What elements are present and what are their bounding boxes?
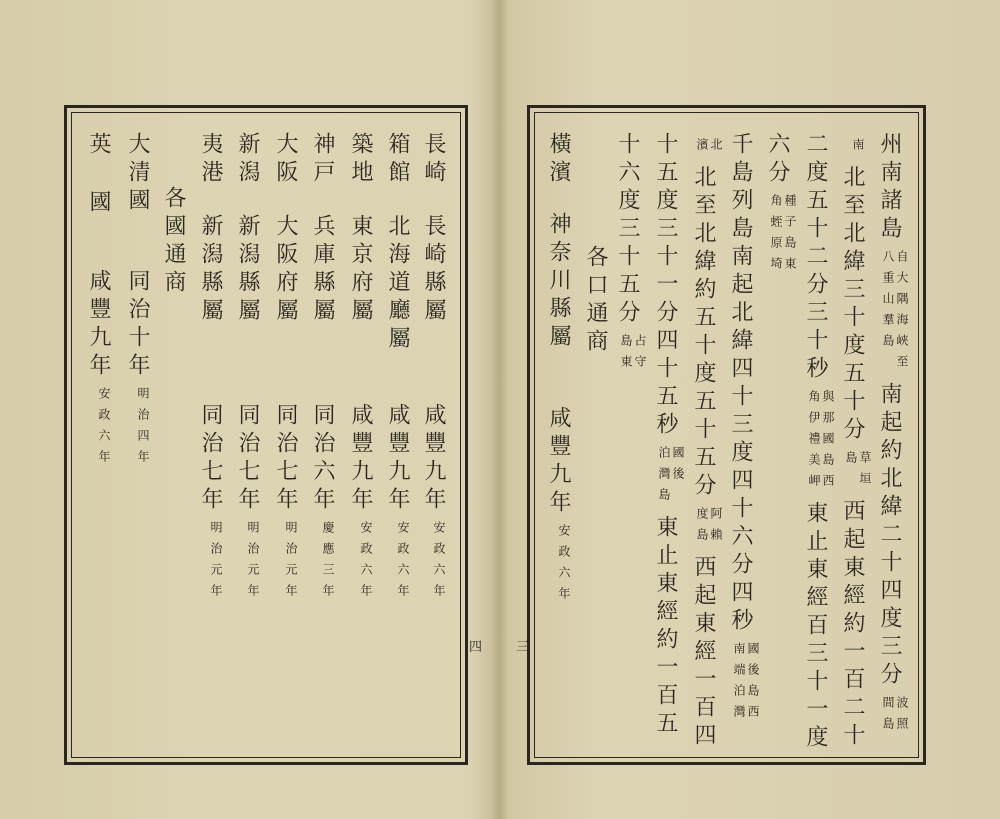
- main-text: 東京府屬: [348, 214, 373, 326]
- text-column: [581, 245, 609, 357]
- annotation-line: 明治元年: [284, 521, 298, 605]
- main-text: 南起約北緯二十四度三分: [877, 382, 902, 690]
- main-text: 同治七年: [198, 403, 223, 515]
- main-text: 新潟縣屬: [235, 214, 260, 326]
- text-column: [233, 214, 261, 326]
- main-text: 各國通商: [161, 186, 186, 298]
- text-column: [651, 132, 685, 739]
- text-column: [383, 403, 411, 611]
- main-text: 西起東經一百四: [691, 555, 716, 751]
- annotation-note: [881, 250, 909, 376]
- text-column: [123, 132, 151, 216]
- text-column: [196, 214, 224, 326]
- main-text: 咸豐九年: [348, 403, 373, 515]
- main-text: 神戸: [310, 132, 335, 188]
- text-column: [271, 403, 299, 611]
- main-text: 咸豐九年: [546, 406, 571, 518]
- annotation-note: [881, 696, 909, 738]
- text-column: [383, 132, 411, 188]
- annotation-line: 泊灣島: [657, 446, 671, 509]
- text-column: [308, 214, 336, 326]
- annotation-line: 北: [709, 138, 723, 159]
- annotation-note: [209, 521, 223, 605]
- text-column: [308, 132, 336, 188]
- text-column: [613, 132, 647, 382]
- annotation-note: [769, 194, 797, 278]
- annotation-line: 明治元年: [209, 521, 223, 605]
- annotation-line: 安政六年: [557, 524, 571, 608]
- text-column: [271, 214, 299, 326]
- main-text: 新潟: [235, 132, 260, 188]
- text-column: [383, 214, 411, 354]
- main-text: 東止東經百三十一度: [803, 501, 828, 753]
- text-column: [123, 269, 151, 477]
- main-text: 北海道廳屬: [385, 214, 410, 354]
- main-text: 神奈川縣屬: [546, 212, 571, 352]
- main-text: 同治六年: [310, 403, 335, 515]
- annotation-line: 安政六年: [97, 387, 111, 471]
- annotation-line: 安政六年: [432, 521, 446, 605]
- text-column: [419, 403, 447, 611]
- annotation-note: [246, 521, 260, 605]
- text-column: [233, 403, 261, 611]
- main-text: 同治七年: [235, 403, 260, 515]
- annotation-note: [557, 524, 571, 608]
- annotation-note: [619, 334, 647, 376]
- annotation-line: 角蛭原埼: [769, 194, 783, 278]
- annotation-line: 明治元年: [246, 521, 260, 605]
- main-text: 西起東經約一百二十: [840, 499, 865, 751]
- main-text: 各口通商: [583, 245, 608, 357]
- text-column: [346, 214, 374, 326]
- annotation-note: [695, 507, 723, 549]
- annotation-line: 間島: [881, 696, 895, 738]
- annotation-note: [359, 521, 373, 605]
- main-text: 長崎: [421, 132, 446, 188]
- text-column: [689, 132, 723, 751]
- annotation-line: 自大隅海峽至: [895, 250, 909, 376]
- text-column: [84, 269, 112, 477]
- left-page-number: 四: [469, 640, 483, 655]
- annotation-line: 安政六年: [359, 521, 373, 605]
- annotation-note: [396, 521, 410, 605]
- main-text: 六分: [765, 132, 790, 188]
- book-spine: [492, 0, 508, 819]
- main-text: 國: [86, 190, 111, 218]
- main-text: 北至北緯約五十度五十五分: [691, 165, 716, 501]
- main-text: 咸豐九年: [421, 403, 446, 515]
- annotation-note: [657, 446, 685, 509]
- main-text: 長崎縣屬: [421, 214, 446, 326]
- main-text: 英: [86, 132, 111, 160]
- text-column: [271, 132, 299, 188]
- main-text: 北至北緯三十度五十分: [840, 165, 865, 445]
- annotation-note: [695, 138, 723, 159]
- annotation-note: [321, 521, 335, 605]
- text-column: [726, 132, 760, 732]
- text-column: [838, 132, 872, 751]
- annotation-line: 波照: [895, 696, 909, 738]
- annotation-line: 八重山羣島: [881, 250, 895, 355]
- main-text: 十六度三十五分: [615, 132, 640, 328]
- annotation-line: 國後島西: [746, 642, 760, 726]
- main-text: 咸豐九年: [86, 269, 111, 381]
- text-column: [801, 132, 835, 753]
- annotation-line: 島東: [619, 334, 633, 376]
- annotation-note: [432, 521, 446, 605]
- main-text: 箱館: [385, 132, 410, 188]
- annotation-note: [284, 521, 298, 605]
- main-text: 咸豐九年: [385, 403, 410, 515]
- annotation-line: 安政六年: [396, 521, 410, 605]
- annotation-note: [851, 138, 865, 159]
- annotation-line: 度島: [695, 507, 709, 549]
- annotation-line: 角伊禮美岬: [807, 390, 821, 495]
- annotation-line: 種子島東: [783, 194, 797, 278]
- text-column: [419, 132, 447, 188]
- text-column: [875, 132, 909, 744]
- annotation-note: [732, 642, 760, 726]
- main-text: 州南諸島: [877, 132, 902, 244]
- main-text: 夷港: [198, 132, 223, 188]
- annotation-line: 島: [844, 451, 858, 472]
- main-text: 二度五十二分三十秒: [803, 132, 828, 384]
- main-text: 新潟縣屬: [198, 214, 223, 326]
- text-column: [84, 190, 112, 218]
- main-text: 十五度三十一分四十五秒: [653, 132, 678, 440]
- annotation-line: 與那國島西: [821, 390, 835, 495]
- text-column: [544, 132, 572, 188]
- main-text: 築地: [348, 132, 373, 188]
- main-text: 同治十年: [125, 269, 150, 381]
- text-column: [544, 212, 572, 352]
- text-column: [233, 132, 261, 188]
- text-column: [308, 403, 336, 611]
- text-column: [84, 132, 112, 160]
- annotation-line: 慶應三年: [321, 521, 335, 605]
- annotation-note: [844, 451, 872, 493]
- text-column: [544, 406, 572, 614]
- main-text: 橫濱: [546, 132, 571, 188]
- main-text: 大阪: [273, 132, 298, 188]
- annotation-line: 阿賴: [709, 507, 723, 549]
- text-column: [159, 186, 187, 298]
- annotation-line: 國後: [671, 446, 685, 488]
- annotation-line: 明治四年: [136, 387, 150, 471]
- annotation-note: [136, 387, 150, 471]
- text-column: [196, 403, 224, 611]
- text-column: [196, 132, 224, 188]
- text-column: [763, 132, 797, 284]
- text-column: [419, 214, 447, 326]
- annotation-note: [807, 390, 835, 495]
- annotation-line: 占守: [633, 334, 647, 376]
- main-text: 同治七年: [273, 403, 298, 515]
- main-text: 東止東經約一百五: [653, 515, 678, 739]
- annotation-line: 草垣: [858, 451, 872, 493]
- text-column: [346, 403, 374, 611]
- annotation-note: [97, 387, 111, 471]
- main-text: 千島列島南起北緯四十三度四十六分四秒: [728, 132, 753, 636]
- annotation-line: 南端泊灣: [732, 642, 746, 726]
- main-text: 大清國: [125, 132, 150, 216]
- main-text: 大阪府屬: [273, 214, 298, 326]
- annotation-line: 南: [851, 138, 865, 159]
- right-page-number: 三: [516, 640, 530, 655]
- text-column: [346, 132, 374, 188]
- annotation-line: 濱: [695, 138, 709, 159]
- main-text: 兵庫縣屬: [310, 214, 335, 326]
